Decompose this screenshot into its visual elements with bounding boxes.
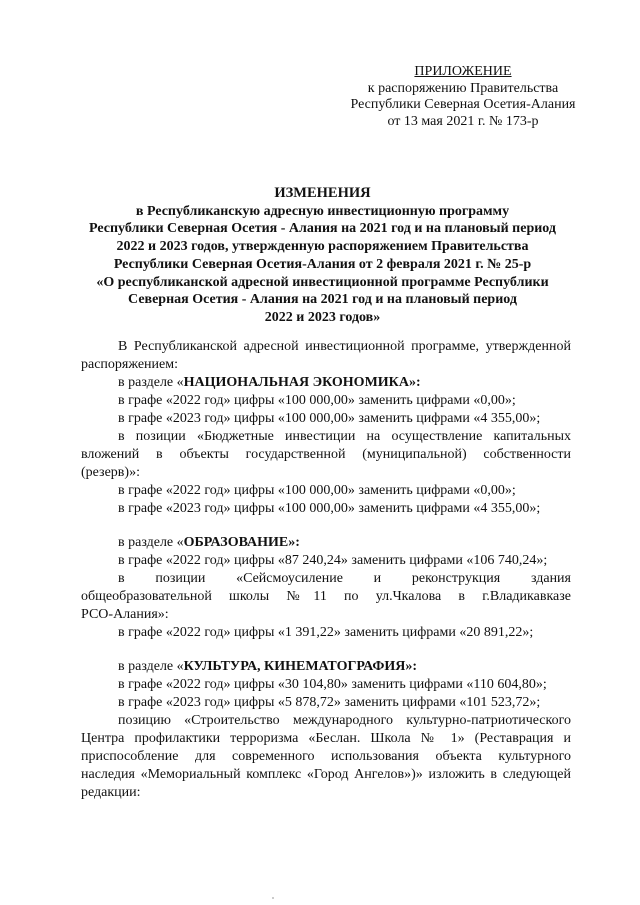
- section-name: ОБРАЗОВАНИЕ»:: [183, 535, 300, 550]
- body-line: (резерв)»:: [81, 465, 140, 480]
- body-line: наследия «Мемориальный комплекс «Город Ангелов»)» изложить в следующей: [81, 767, 571, 782]
- body-line: редакции:: [81, 785, 141, 800]
- body-line: в позиции «Бюджетные инвестиции на осуществление капитальных: [118, 429, 571, 444]
- body-line: в графе «2022 год» цифры «30 104,80» заменить цифрами «110 604,80»;: [118, 677, 547, 692]
- body-line: позицию «Строительство международного культурно-патриотического: [118, 713, 571, 728]
- section-name: НАЦИОНАЛЬНАЯ ЭКОНОМИКА»:: [183, 375, 421, 390]
- body-line: Центра профилактики терроризма «Беслан. Школа № 1» (Реставрация и: [81, 731, 571, 746]
- heading-line: «О республиканской адресной инвестиционной программе Республики: [96, 274, 549, 290]
- body-line: в графе «2023 год» цифры «100 000,00» заменить цифрами «4 355,00»;: [118, 411, 541, 426]
- section-name: КУЛЬТУРА, КИНЕМАТОГРАФИЯ»:: [183, 659, 418, 674]
- body-line: в графе «2023 год» цифры «100 000,00» заменить цифрами «4 355,00»;: [118, 501, 541, 516]
- appendix-line: от 13 мая 2021 г. № 173-р: [387, 113, 539, 129]
- body-line: в графе «2022 год» цифры «100 000,00» заменить цифрами «0,00»;: [118, 393, 516, 408]
- body-line: в графе «2022 год» цифры «1 391,22» заменить цифрами «20 891,22»;: [118, 625, 534, 640]
- body-line: распоряжением:: [81, 357, 179, 372]
- appendix-block: [338, 64, 588, 130]
- heading-line: 2022 и 2023 годов»: [264, 309, 381, 325]
- scan-speck: [272, 897, 274, 899]
- body-line: В Республиканской адресной инвестиционной программе, утвержденной: [118, 339, 571, 354]
- heading-line: 2022 и 2023 годов, утвержденную распоряжением Правительства: [116, 239, 529, 255]
- body-line: общеобразовательной школы №11 по ул.Чкалова в г.Владикавказе: [81, 589, 571, 604]
- document-heading: [80, 185, 565, 327]
- spacer: [81, 642, 571, 658]
- body-line: в графе «2022 год» цифры «87 240,24» заменить цифрами «106 740,24»;: [118, 553, 548, 568]
- body-line: в графе «2022 год» цифры «100 000,00» заменить цифрами «0,00»;: [118, 483, 516, 498]
- body-line: вложений в объекты государственной (муниципальной) собственности: [81, 447, 571, 462]
- section-prefix: в разделе «: [118, 535, 184, 550]
- appendix-title: ПРИЛОЖЕНИЕ: [414, 64, 512, 79]
- heading-line: Северная Осетия - Алания на 2021 год и на плановый период: [128, 292, 517, 308]
- appendix-line: Республики Северная Осетия-Алания: [350, 97, 576, 112]
- heading-line: в Республиканскую адресную инвестиционную программу: [135, 203, 510, 219]
- section-heading: [81, 658, 571, 676]
- spacer: [81, 518, 571, 534]
- body-line: РСО-Алания»:: [81, 607, 169, 622]
- body-line: в графе «2023 год» цифры «5 878,72» заменить цифрами «101 523,72»;: [118, 695, 541, 710]
- document-body: [81, 338, 571, 802]
- section-prefix: в разделе «: [118, 659, 184, 674]
- heading-line: Республики Северная Осетия-Алания от 2 февраля 2021 г. № 25-р: [113, 256, 532, 272]
- section-prefix: в разделе «: [118, 375, 184, 390]
- heading-line: Республики Северная Осетия - Алания на 2021 год и на плановый период: [89, 221, 556, 237]
- body-line: в позиции «Сейсмоусиление и реконструкция здания: [118, 571, 571, 586]
- heading-title: ИЗМЕНЕНИЯ: [274, 185, 371, 201]
- section-heading: [81, 374, 571, 392]
- appendix-line: к распоряжению Правительства: [367, 80, 559, 96]
- section-heading: [81, 534, 571, 552]
- body-line: приспособление для современного использования объекта культурного: [81, 749, 571, 764]
